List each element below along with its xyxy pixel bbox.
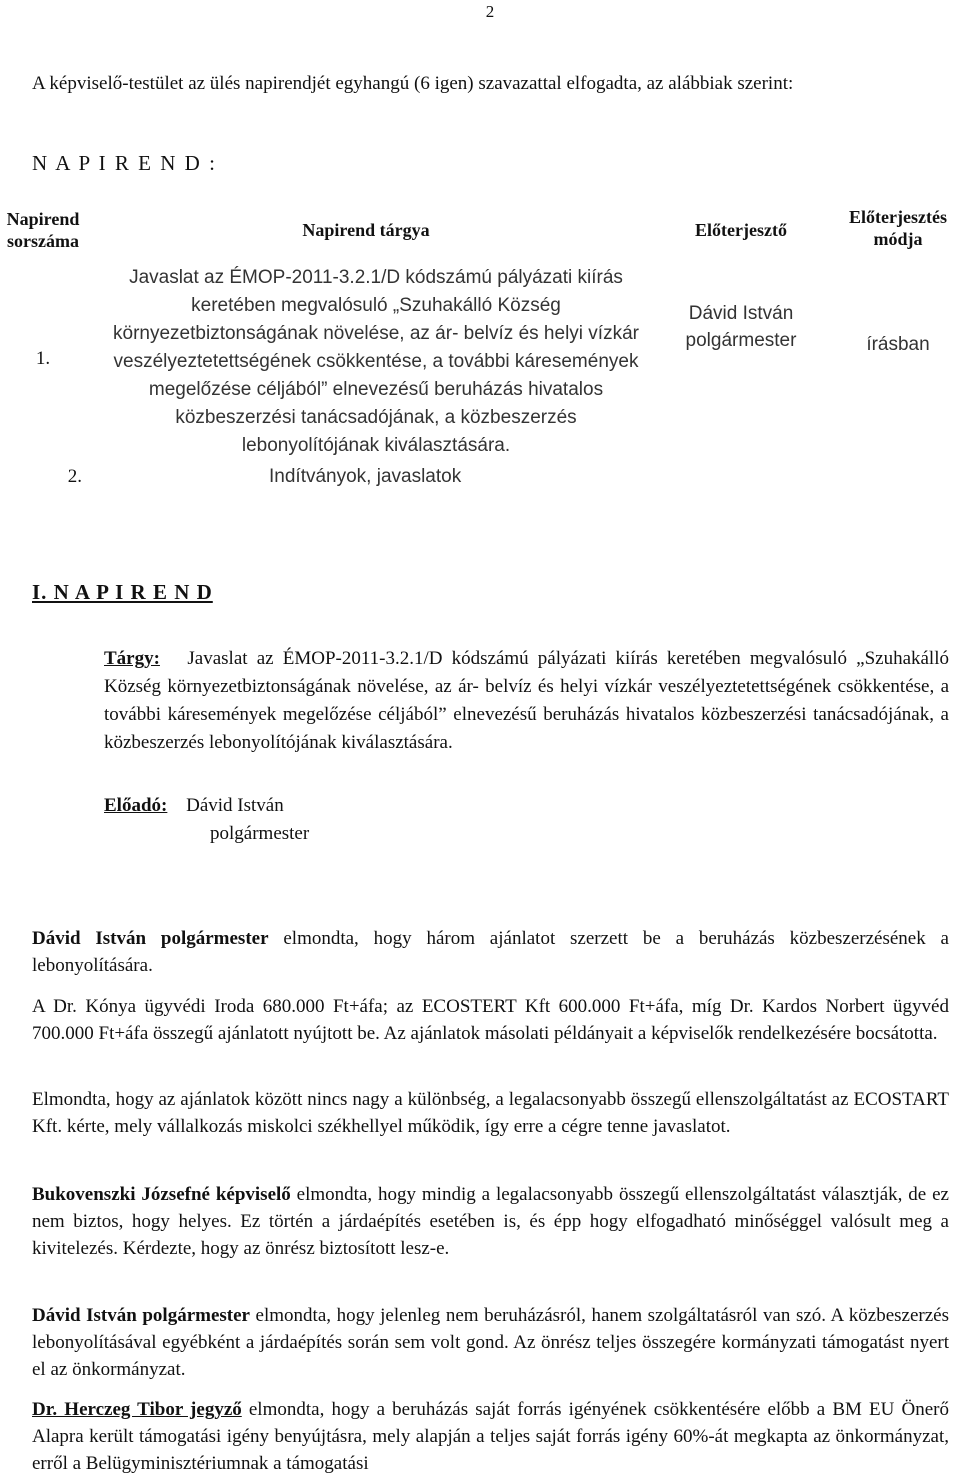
subject-text: Javaslat az ÉMOP-2011-3.2.1/D kódszámú pályázati kiírás keretében megvalósuló „Szuhakálló Község környezetbiztonságának növelése, az ár- belvíz és helyi vízkár veszélyeztetettségének csökkentése, a további káresemények megelőzése céljából” elnevezésű beruházás hivatalos közbeszerzési tanácsadójának, a közbeszerzés lebonyolítójának kiválasztására. (104, 648, 949, 753)
page-number: 2 (485, 2, 495, 21)
minutes-paragraph (32, 925, 949, 979)
presenter-block (104, 792, 309, 848)
presenter-name: Dávid István (688, 303, 794, 324)
agenda-row-mode: írásban (866, 334, 930, 355)
presenter-block-title: polgármester (210, 823, 310, 844)
agenda-row (0, 252, 960, 466)
agenda-row-subject: Javaslat az ÉMOP-2011-3.2.1/D kódszámú pályázati kiírás keretében megvalósuló „Szuhakálló Község környezetbiztonságának növelése, az ár- belvíz és helyi vízkár veszélyeztetettségének csökkentése, a további káresemények megelőzése céljából” elnevezésű beruházás hivatalos közbeszerzési tanácsadójának, a közbeszerzés lebonyolítójának kiválasztására. (113, 267, 639, 456)
agenda-row-subject: Indítványok, javaslatok (269, 466, 462, 487)
minutes-paragraph (32, 993, 949, 1047)
paragraph-text: elmondta, hogy mindig a legalacsonyabb összegű ellenszolgáltatást választják, de ez nem biztos, hogy helyes. Ez történ a járdaépítés esetében is, és épp hogy elfogadható minőséggel valósult meg a kivitelezés. Kérdezte, hogy az önrész biztosított lesz-e. (32, 1184, 949, 1259)
agenda-table (0, 206, 960, 488)
minutes-paragraph (32, 1396, 949, 1477)
paragraph-text: elmondta, hogy a beruházás saját forrás igényének csökkentésére előbb a BM EU Önerő Alapra került támogatási igény benyújtásra, mely alapján a teljes saját forrás igény 60%-át megkapta az önkormányzat, erről a Belügyminisztériumnak a támogatási (32, 1399, 949, 1474)
agenda-row-number: 1. (35, 348, 51, 369)
presenter-title: polgármester (685, 330, 797, 351)
speaker-name: Dávid István polgármester (32, 1305, 250, 1326)
presenter-label: Előadó: (104, 795, 168, 816)
presenter-block-name: Dávid István (186, 795, 284, 816)
minutes-paragraph: Elmondta, hogy az ajánlatok között nincs nagy a különbség, a legalacsonyabb összegű ellenszolgáltatást az ECOSTART Kft. kérte, mely vállalkozás miskolci székhellyel működik, így erre a cégre tenne javaslatot. (32, 1089, 949, 1137)
header-mod: Előterjesztés módja (849, 207, 947, 249)
agenda-heading: N A P I R E N D : (32, 151, 217, 175)
paragraph-text: elmondta, hogy három ajánlatot szerzett be a beruházás közbeszerzésének a lebonyolítására. (32, 928, 949, 976)
agenda-header-row (0, 206, 960, 252)
paragraph-text: elmondta, hogy jelenleg nem beruházásról, hanem szolgáltatásról van szó. A közbeszerzés lebonyolításával egyébként a járdaépítés során sem volt gond. Az önrész teljes összegére kormányzati támogatást nyert el az önkormányzat. (32, 1305, 949, 1380)
header-sorszam: Napirend sorszáma (6, 209, 80, 251)
agenda-row-presenter (646, 252, 836, 466)
intro-paragraph: A képviselő-testület az ülés napirendjét egyhangú (6 igen) szavazattal elfogadta, az alábbiak szerint: (32, 73, 794, 94)
speaker-name: Bukovenszki Józsefné képviselő (32, 1184, 291, 1205)
agenda-row-number: 2. (67, 466, 82, 487)
subject-block (104, 645, 949, 757)
minutes-paragraph (32, 1302, 949, 1383)
header-eloterjeszto: Előterjesztő (695, 220, 787, 240)
speaker-name: Dávid István polgármester (32, 928, 269, 949)
speaker-name: Dr. Herczeg Tibor jegyző (32, 1399, 242, 1420)
subject-text-spacer (169, 648, 178, 669)
paragraph-text: A Dr. Kónya ügyvédi Iroda 680.000 Ft+áfa; az ECOSTERT Kft 600.000 Ft+áfa, míg Dr. Kardos Norbert ügyvéd 700.000 Ft+áfa összegű ajánlatott nyújtott be. (32, 996, 949, 1044)
subject-label: Tárgy: (104, 648, 160, 669)
paragraph-text: Az ajánlatok másolati példányait a képviselők rendelkezésére bocsátotta. (379, 1023, 938, 1044)
section-title: I. N A P I R E N D (32, 580, 213, 604)
minutes-paragraph (32, 1181, 949, 1262)
agenda-row (0, 466, 960, 488)
header-targy: Napirend tárgya (302, 220, 430, 240)
